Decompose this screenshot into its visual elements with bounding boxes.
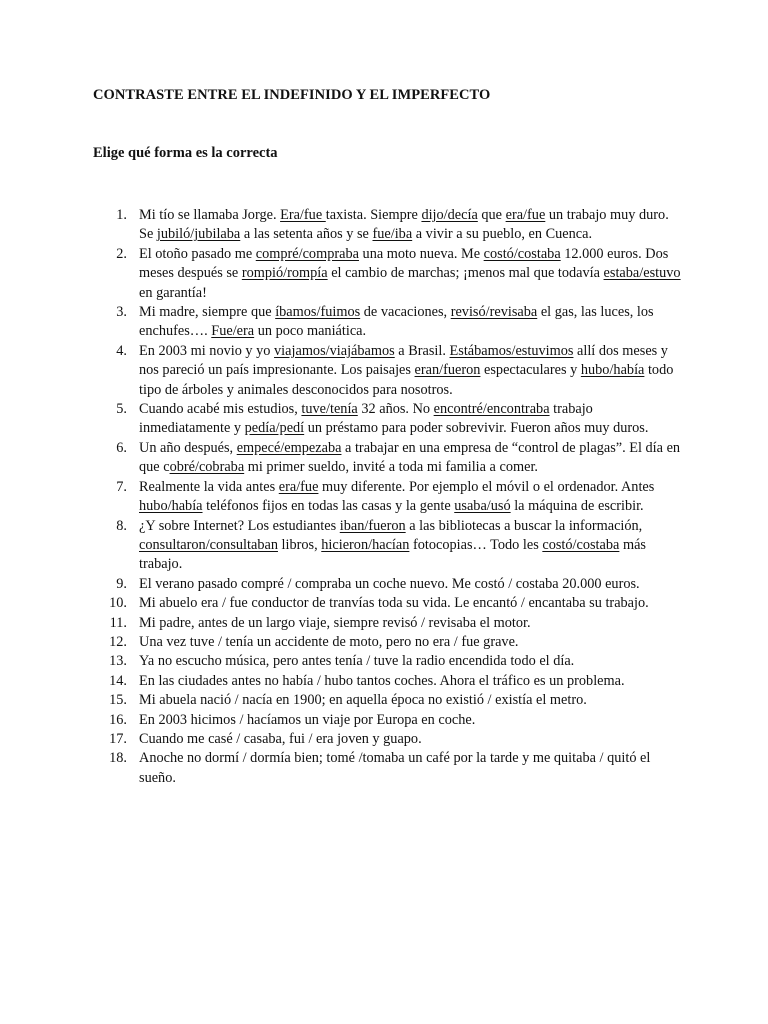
exercise-number: 4. (116, 342, 127, 359)
verb-option: eran/fueron (414, 362, 481, 379)
exercise-text (139, 691, 683, 710)
exercise-list (93, 206, 683, 788)
exercise-text (139, 749, 683, 788)
verb-option: costó/costaba (483, 245, 561, 262)
sentence-text: Cuando acabé mis estudios, (139, 401, 302, 418)
exercise-number: 7. (116, 478, 127, 495)
verb-option: íbamos/fuimos (275, 304, 361, 321)
exercise-number: 16. (109, 711, 127, 728)
exercise-text (139, 478, 683, 517)
sentence-text: taxista. Siempre (325, 207, 422, 223)
verb-option: hicieron/hacían (321, 536, 410, 553)
verb-option: Era/fue (280, 207, 326, 223)
exercise-item (93, 439, 683, 478)
exercise-instruction: Elige qué forma es la correcta (93, 145, 278, 161)
sentence-text: espectaculares y (480, 362, 581, 379)
verb-option: encontré/encontraba (433, 401, 550, 418)
sentence-text: Mi madre, siempre que (139, 304, 276, 321)
verb-option: fue/iba (372, 226, 413, 243)
sentence-text: En 2003 hicimos / hacíamos un viaje por Europa en coche. (139, 711, 476, 728)
exercise-number: 17. (109, 730, 127, 747)
exercise-item (93, 652, 683, 671)
exercise-text (139, 633, 683, 652)
sentence-text: el gas, las luces, los enchufes…. (139, 304, 654, 340)
exercise-text (139, 672, 683, 691)
sentence-text: fotocopias… Todo les (409, 536, 543, 553)
verb-option: empecé/empezaba (236, 439, 342, 456)
sentence-text: en garantía! (139, 284, 207, 301)
exercise-number: 8. (116, 517, 127, 534)
sentence-text: a trabajar en una empresa de “control de plagas”. El día en que c (139, 439, 681, 476)
verb-option: usaba/usó (454, 498, 511, 515)
exercise-text (139, 303, 683, 342)
exercise-item (93, 711, 683, 730)
exercise-number: 3. (116, 304, 127, 321)
exercise-text (139, 342, 683, 400)
exercise-text (139, 575, 683, 594)
exercise-item (93, 749, 683, 788)
exercise-item (93, 245, 683, 303)
exercise-number: 10. (109, 595, 127, 612)
sentence-text: ¿Y sobre Internet? Los estudiantes (139, 517, 340, 534)
exercise-text (139, 594, 683, 613)
exercise-number: 11. (109, 614, 127, 631)
verb-option: tuve/tenía (301, 401, 358, 418)
exercise-text (139, 614, 683, 633)
sentence-text: el cambio de marchas; ¡menos mal que todavía (327, 265, 604, 282)
exercise-item (93, 575, 683, 594)
verb-option: pedía/pedí (244, 420, 305, 437)
verb-option: obré/cobraba (169, 459, 245, 476)
sentence-text: libros, (277, 536, 322, 553)
exercise-item (93, 691, 683, 710)
sentence-text: todo tipo de árboles y animales desconocidos para nosotros. (139, 362, 674, 398)
exercise-number: 1. (116, 207, 127, 223)
sentence-text: la máquina de escribir. (510, 498, 644, 515)
sentence-text: Un año después, (139, 439, 237, 456)
sentence-text: trabajo inmediatamente y (139, 401, 593, 437)
sentence-text: allí dos meses y nos pareció un país impresionante. Los paisajes (139, 342, 668, 379)
sentence-text: Mi padre, antes de un largo viaje, siempre revisó / revisaba el motor. (139, 614, 531, 631)
sentence-text: Mi abuela nació / nacía en 1900; en aquella época no existió / existía el metro. (139, 692, 587, 709)
sentence-text: En las ciudades antes no había / hubo tantos coches. Ahora el tráfico es un problema. (139, 672, 625, 689)
verb-option: viajamos/viajábamos (274, 342, 395, 359)
verb-option: consultaron/consultaban (139, 536, 278, 553)
exercise-number: 14. (109, 672, 127, 689)
exercise-text (139, 400, 683, 439)
exercise-item (93, 614, 683, 633)
sentence-text: de vacaciones, (360, 304, 451, 321)
verb-option: hubo/había (580, 362, 645, 379)
sentence-text: más trabajo. (139, 536, 646, 573)
verb-option: costó/costaba (542, 536, 620, 553)
sentence-text: El otoño pasado me (139, 245, 256, 262)
sentence-text: a Brasil. (394, 342, 450, 359)
verb-option: rompió/rompía (241, 265, 328, 282)
sentence-text: a vivir a su pueblo, en Cuenca. (412, 226, 593, 243)
verb-option: iban/fueron (339, 517, 406, 534)
exercise-text (139, 730, 683, 749)
sentence-text: Mi abuelo era / fue conductor de tranvías toda su vida. Le encantó / encantaba su trabajo. (139, 595, 649, 612)
verb-option: era/fue (505, 207, 546, 223)
exercise-text (139, 439, 683, 478)
exercise-text (139, 652, 683, 671)
sentence-text: Anoche no dormí / dormía bien; tomé /tomaba un café por la tarde y me quitaba / quitó el sueño. (139, 750, 651, 786)
sentence-text: Una vez tuve / tenía un accidente de moto, pero no era / fue grave. (139, 633, 519, 650)
sentence-text: El verano pasado compré / compraba un coche nuevo. Me costó / costaba 20.000 euros. (139, 575, 640, 592)
exercise-item (93, 517, 683, 575)
sentence-text: 32 años. No (357, 401, 434, 418)
document-title: CONTRASTE ENTRE EL INDEFINIDO Y EL IMPERFECTO (93, 87, 491, 103)
sentence-text: un trabajo muy duro. Se (139, 207, 669, 243)
exercise-number: 15. (109, 692, 127, 709)
verb-option: Estábamos/estuvimos (449, 342, 574, 359)
verb-option: era/fue (278, 478, 319, 495)
exercise-number: 18. (109, 750, 127, 767)
exercise-number: 9. (116, 575, 127, 592)
exercise-text (139, 711, 683, 730)
sentence-text: muy diferente. Por ejemplo el móvil o el ordenador. Antes (318, 478, 655, 495)
verb-option: compré/compraba (255, 245, 359, 262)
exercise-number: 5. (116, 401, 127, 418)
exercise-item (93, 478, 683, 517)
sentence-text: Mi tío se llamaba Jorge. (139, 207, 281, 223)
sentence-text: a las bibliotecas a buscar la información, (405, 517, 643, 534)
exercise-number: 6. (116, 439, 127, 456)
exercise-item (93, 594, 683, 613)
verb-option: Fue/era (211, 323, 255, 340)
exercise-item (93, 633, 683, 652)
sentence-text: Realmente la vida antes (139, 478, 279, 495)
sentence-text: un poco maniática. (254, 323, 367, 340)
exercise-item (93, 206, 683, 245)
verb-option: estaba/estuvo (603, 265, 681, 282)
exercise-item (93, 400, 683, 439)
sentence-text: mi primer sueldo, invité a toda mi familia a comer. (244, 459, 538, 476)
sentence-text: a las setenta años y se (240, 226, 373, 243)
verb-option: revisó/revisaba (450, 304, 538, 321)
sentence-text: un préstamo para poder sobrevivir. Fueron años muy duros. (304, 420, 649, 437)
exercise-number: 13. (109, 653, 127, 670)
sentence-text: teléfonos fijos en todas las casas y la gente (202, 498, 455, 515)
exercise-text (139, 245, 683, 303)
sentence-text: una moto nueva. Me (358, 245, 484, 262)
exercise-number: 12. (109, 633, 127, 650)
exercise-text (139, 517, 683, 575)
exercise-number: 2. (116, 245, 127, 262)
exercise-item (93, 342, 683, 400)
exercise-text (139, 206, 683, 245)
verb-option: hubo/había (139, 498, 203, 515)
exercise-item (93, 672, 683, 691)
sentence-text: En 2003 mi novio y yo (139, 342, 275, 359)
sentence-text: Ya no escucho música, pero antes tenía / tuve la radio encendida todo el día. (139, 653, 575, 670)
sentence-text: 12.000 euros. Dos meses después se (139, 245, 669, 282)
verb-option: dijo/decía (421, 207, 478, 223)
exercise-item (93, 303, 683, 342)
exercise-item (93, 730, 683, 749)
verb-option: jubiló/jubilaba (156, 226, 241, 243)
sentence-text: que (477, 207, 506, 223)
sentence-text: Cuando me casé / casaba, fui / era joven y guapo. (139, 730, 422, 747)
